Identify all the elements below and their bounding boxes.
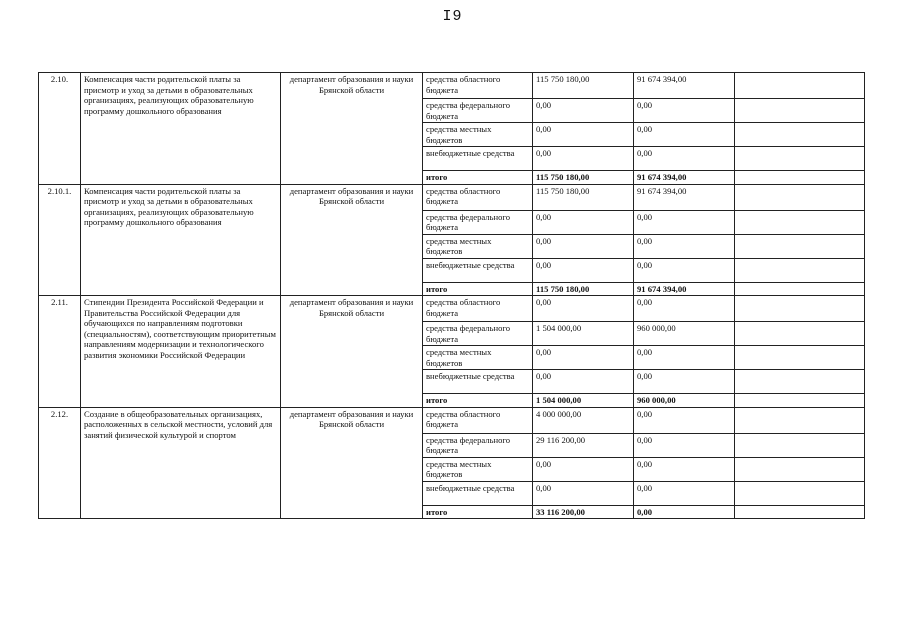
empty-cell bbox=[735, 433, 865, 457]
empty-cell bbox=[735, 407, 865, 433]
responsible-department: департамент образования и науки Брянской области bbox=[281, 73, 423, 185]
page-number: I9 bbox=[442, 8, 463, 25]
funding-source-label: средства местных бюджетов bbox=[423, 123, 533, 147]
item-name: Компенсация части родительской платы за присмотр и уход за детьми в образовательных организациях, реализующих образовательную программу дошкольного образования bbox=[81, 73, 281, 185]
empty-cell bbox=[735, 322, 865, 346]
funding-source-label: средства областного бюджета bbox=[423, 296, 533, 322]
funding-source-label: средства федерального бюджета bbox=[423, 99, 533, 123]
funding-source-label: средства областного бюджета bbox=[423, 407, 533, 433]
funding-source-label: средства областного бюджета bbox=[423, 184, 533, 210]
funding-source-label: средства федерального бюджета bbox=[423, 210, 533, 234]
item-name: Создание в общеобразовательных организациях, расположенных в сельской местности, условий для занятий физической культурой и спортом bbox=[81, 407, 281, 519]
amount-year-2: 91 674 394,00 bbox=[634, 171, 735, 185]
source-row bbox=[39, 407, 865, 433]
amount-year-2: 0,00 bbox=[634, 234, 735, 258]
amount-year-2: 0,00 bbox=[634, 296, 735, 322]
funding-source-label: средства местных бюджетов bbox=[423, 346, 533, 370]
amount-year-2: 960 000,00 bbox=[634, 394, 735, 408]
item-number: 2.10.1. bbox=[39, 184, 81, 296]
empty-cell bbox=[735, 210, 865, 234]
amount-year-2: 0,00 bbox=[634, 370, 735, 394]
funding-source-label: средства федерального бюджета bbox=[423, 322, 533, 346]
amount-year-2: 0,00 bbox=[634, 210, 735, 234]
empty-cell bbox=[735, 234, 865, 258]
empty-cell bbox=[735, 505, 865, 519]
amount-year-2: 91 674 394,00 bbox=[634, 282, 735, 296]
source-row bbox=[39, 184, 865, 210]
source-row bbox=[39, 296, 865, 322]
amount-year-1: 0,00 bbox=[533, 346, 634, 370]
empty-cell bbox=[735, 394, 865, 408]
empty-cell bbox=[735, 171, 865, 185]
amount-year-1: 115 750 180,00 bbox=[533, 282, 634, 296]
funding-source-label: средства местных бюджетов bbox=[423, 457, 533, 481]
responsible-department: департамент образования и науки Брянской области bbox=[281, 407, 423, 519]
amount-year-1: 0,00 bbox=[533, 147, 634, 171]
responsible-department: департамент образования и науки Брянской области bbox=[281, 184, 423, 296]
empty-cell bbox=[735, 123, 865, 147]
funding-source-label: внебюджетные средства bbox=[423, 481, 533, 505]
amount-year-2: 0,00 bbox=[634, 433, 735, 457]
funding-source-label: итого bbox=[423, 282, 533, 296]
empty-cell bbox=[735, 457, 865, 481]
source-row bbox=[39, 73, 865, 99]
empty-cell bbox=[735, 73, 865, 99]
funding-source-label: внебюджетные средства bbox=[423, 258, 533, 282]
funding-source-label: внебюджетные средства bbox=[423, 370, 533, 394]
funding-source-label: средства федерального бюджета bbox=[423, 433, 533, 457]
funding-source-label: итого bbox=[423, 505, 533, 519]
amount-year-1: 0,00 bbox=[533, 457, 634, 481]
empty-cell bbox=[735, 184, 865, 210]
empty-cell bbox=[735, 481, 865, 505]
amount-year-1: 4 000 000,00 bbox=[533, 407, 634, 433]
amount-year-1: 0,00 bbox=[533, 210, 634, 234]
amount-year-1: 0,00 bbox=[533, 370, 634, 394]
empty-cell bbox=[735, 99, 865, 123]
amount-year-2: 0,00 bbox=[634, 99, 735, 123]
amount-year-2: 0,00 bbox=[634, 407, 735, 433]
amount-year-2: 0,00 bbox=[634, 505, 735, 519]
amount-year-1: 1 504 000,00 bbox=[533, 322, 634, 346]
amount-year-2: 0,00 bbox=[634, 481, 735, 505]
amount-year-1: 115 750 180,00 bbox=[533, 184, 634, 210]
amount-year-2: 0,00 bbox=[634, 258, 735, 282]
item-name: Стипендии Президента Российской Федерации и Правительства Российской Федерации для обучающихся по направлениям подготовки (специальностям), соответствующим приоритетным направлениям модернизации и технологического развития экономики Российской Федерации bbox=[81, 296, 281, 408]
amount-year-1: 0,00 bbox=[533, 296, 634, 322]
amount-year-1: 0,00 bbox=[533, 258, 634, 282]
item-number: 2.12. bbox=[39, 407, 81, 519]
amount-year-2: 0,00 bbox=[634, 346, 735, 370]
amount-year-2: 960 000,00 bbox=[634, 322, 735, 346]
empty-cell bbox=[735, 346, 865, 370]
funding-source-label: внебюджетные средства bbox=[423, 147, 533, 171]
responsible-department: департамент образования и науки Брянской области bbox=[281, 296, 423, 408]
item-number: 2.11. bbox=[39, 296, 81, 408]
empty-cell bbox=[735, 282, 865, 296]
amount-year-1: 1 504 000,00 bbox=[533, 394, 634, 408]
funding-source-label: средства местных бюджетов bbox=[423, 234, 533, 258]
amount-year-1: 0,00 bbox=[533, 234, 634, 258]
amount-year-1: 115 750 180,00 bbox=[533, 73, 634, 99]
amount-year-1: 0,00 bbox=[533, 99, 634, 123]
empty-cell bbox=[735, 147, 865, 171]
amount-year-1: 0,00 bbox=[533, 123, 634, 147]
item-name: Компенсация части родительской платы за присмотр и уход за детьми в образовательных организациях, реализующих образовательную программу дошкольного образования bbox=[81, 184, 281, 296]
amount-year-1: 115 750 180,00 bbox=[533, 171, 634, 185]
funding-source-label: средства областного бюджета bbox=[423, 73, 533, 99]
amount-year-1: 0,00 bbox=[533, 481, 634, 505]
amount-year-2: 0,00 bbox=[634, 457, 735, 481]
empty-cell bbox=[735, 258, 865, 282]
item-number: 2.10. bbox=[39, 73, 81, 185]
funding-source-label: итого bbox=[423, 394, 533, 408]
amount-year-2: 91 674 394,00 bbox=[634, 73, 735, 99]
empty-cell bbox=[735, 370, 865, 394]
amount-year-1: 29 116 200,00 bbox=[533, 433, 634, 457]
funding-source-label: итого bbox=[423, 171, 533, 185]
amount-year-2: 0,00 bbox=[634, 147, 735, 171]
budget-table bbox=[38, 72, 865, 519]
amount-year-1: 33 116 200,00 bbox=[533, 505, 634, 519]
empty-cell bbox=[735, 296, 865, 322]
amount-year-2: 0,00 bbox=[634, 123, 735, 147]
amount-year-2: 91 674 394,00 bbox=[634, 184, 735, 210]
